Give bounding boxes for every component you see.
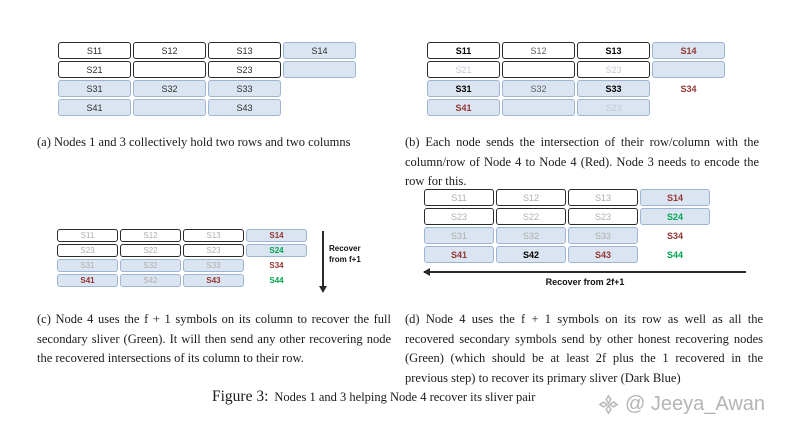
grid-row bbox=[58, 61, 356, 78]
grid-cell-s43: S43 bbox=[208, 99, 281, 116]
grid-cell-s44: S44 bbox=[666, 249, 683, 260]
grid-cell-s41: S41 bbox=[58, 99, 131, 116]
caption-c: (c) Node 4 uses the f + 1 symbols on its column to recover the full secondary sliver (Green). It will then send any other recovering node the recovered intersections of its column to their row. bbox=[37, 312, 391, 365]
recover-arrow-down-icon bbox=[319, 231, 327, 293]
grid-cell-s23: S23 bbox=[57, 244, 118, 257]
grid-row bbox=[57, 229, 307, 242]
grid-cell-s41: S41 bbox=[424, 246, 494, 263]
grid-cell-s13: S13 bbox=[577, 42, 650, 59]
grid-cell-s22: S22 bbox=[496, 208, 566, 225]
grid-cell-s31: S31 bbox=[58, 80, 131, 97]
grid-cell-s23: S23 bbox=[577, 99, 650, 116]
grid-cell-s32: S32 bbox=[496, 227, 566, 244]
grid-cell-s32: S32 bbox=[120, 259, 181, 272]
grid-row bbox=[424, 246, 710, 263]
grid-cell-s34: S34 bbox=[269, 261, 284, 270]
grid-row bbox=[427, 61, 725, 78]
grid-cell-s32: S32 bbox=[133, 80, 206, 97]
diamond-logo-icon bbox=[597, 393, 620, 416]
grid-cell-s43: S43 bbox=[183, 274, 244, 287]
watermark-handle: @ Jeeya_Awan bbox=[625, 393, 766, 415]
grid-cell-s23: S23 bbox=[183, 244, 244, 257]
grid-cell-s14: S14 bbox=[640, 189, 710, 206]
grid-cell-empty bbox=[283, 61, 356, 78]
caption-a: (a) Nodes 1 and 3 collectively hold two rows and two columns bbox=[37, 135, 351, 149]
grid-cell-s23: S23 bbox=[568, 208, 638, 225]
grid-cell-s14: S14 bbox=[283, 42, 356, 59]
grid-cell-s42: S42 bbox=[120, 274, 181, 287]
watermark bbox=[597, 393, 765, 416]
grid-cell-s33: S33 bbox=[568, 227, 638, 244]
grid-cell-s22: S22 bbox=[120, 244, 181, 257]
grid-cell-empty bbox=[652, 61, 725, 78]
grid-row bbox=[427, 42, 725, 59]
grid-cell-s24: S24 bbox=[640, 208, 710, 225]
grid-row bbox=[427, 80, 725, 97]
grid-cell-empty bbox=[133, 61, 206, 78]
grid-row bbox=[424, 227, 710, 244]
grid-row bbox=[424, 208, 710, 225]
grid-cell-s11: S11 bbox=[57, 229, 118, 242]
grid-cell-s31: S31 bbox=[424, 227, 494, 244]
figure-caption-text: Nodes 1 and 3 helping Node 4 recover its sliver pair bbox=[274, 390, 536, 404]
grid-cell-empty bbox=[652, 99, 725, 116]
grid-cell-s34: S34 bbox=[666, 230, 683, 241]
grid-cell-s12: S12 bbox=[496, 189, 566, 206]
grid-cell-s21: S21 bbox=[427, 61, 500, 78]
grid-cell-s31: S31 bbox=[57, 259, 118, 272]
recover-from-f1-label: Recover from f+1 bbox=[329, 244, 361, 264]
grid-cell-s11: S11 bbox=[58, 42, 131, 59]
grid-cell-s33: S33 bbox=[183, 259, 244, 272]
grid-c bbox=[57, 229, 307, 289]
grid-cell-s33: S33 bbox=[208, 80, 281, 97]
figure-caption bbox=[212, 388, 535, 406]
recover-arrow-left-icon bbox=[424, 268, 746, 276]
grid-cell-s43: S43 bbox=[568, 246, 638, 263]
grid-cell-s32: S32 bbox=[502, 80, 575, 97]
grid-cell-s12: S12 bbox=[120, 229, 181, 242]
grid-cell-s12: S12 bbox=[502, 42, 575, 59]
grid-cell-s31: S31 bbox=[427, 80, 500, 97]
caption-b: (b) Each node sends the intersection of their row/column with the column/row of Node 4 to Node 4 (Red). Node 3 needs to encode the row for this. bbox=[405, 135, 759, 188]
grid-cell-s33: S33 bbox=[577, 80, 650, 97]
grid-cell-s11: S11 bbox=[424, 189, 494, 206]
grid-cell-s34: S34 bbox=[680, 83, 697, 94]
grid-d bbox=[424, 189, 710, 265]
grid-cell-s14: S14 bbox=[652, 42, 725, 59]
grid-cell-empty bbox=[502, 61, 575, 78]
grid-cell-s12: S12 bbox=[133, 42, 206, 59]
grid-cell-s21: S21 bbox=[58, 61, 131, 78]
grid-cell-s13: S13 bbox=[183, 229, 244, 242]
grid-cell-s44: S44 bbox=[269, 276, 284, 285]
grid-cell-s11: S11 bbox=[427, 42, 500, 59]
grid-row bbox=[57, 259, 307, 272]
grid-cell-s24: S24 bbox=[246, 244, 307, 257]
grid-cell-s42: S42 bbox=[496, 246, 566, 263]
grid-row bbox=[58, 99, 356, 116]
grid-cell-s41: S41 bbox=[57, 274, 118, 287]
grid-cell-s14: S14 bbox=[246, 229, 307, 242]
figure-caption-number: Figure 3: bbox=[212, 388, 269, 405]
grid-cell-s41: S41 bbox=[427, 99, 500, 116]
grid-row bbox=[58, 80, 356, 97]
grid-a bbox=[58, 42, 356, 118]
recover-from-2f1-label: Recover from 2f+1 bbox=[545, 277, 625, 287]
grid-cell-s23: S23 bbox=[577, 61, 650, 78]
grid-cell-empty bbox=[283, 80, 356, 97]
grid-cell-s23: S23 bbox=[424, 208, 494, 225]
grid-row bbox=[57, 274, 307, 287]
grid-row bbox=[57, 244, 307, 257]
grid-cell-empty bbox=[502, 99, 575, 116]
grid-b bbox=[427, 42, 725, 118]
grid-cell-s13: S13 bbox=[568, 189, 638, 206]
grid-row bbox=[427, 99, 725, 116]
grid-cell-empty bbox=[133, 99, 206, 116]
grid-cell-s13: S13 bbox=[208, 42, 281, 59]
grid-row bbox=[58, 42, 356, 59]
grid-cell-empty bbox=[283, 99, 356, 116]
grid-row bbox=[424, 189, 710, 206]
grid-cell-s23: S23 bbox=[208, 61, 281, 78]
caption-d: (d) Node 4 uses the f + 1 symbols on its row as well as all the recovered secondary symbols send by other honest recovering nodes (Green) (which should be at least 2f plus the 1 recovered in the previous step) to recover its primary sliver (Dark Blue) bbox=[405, 312, 763, 385]
